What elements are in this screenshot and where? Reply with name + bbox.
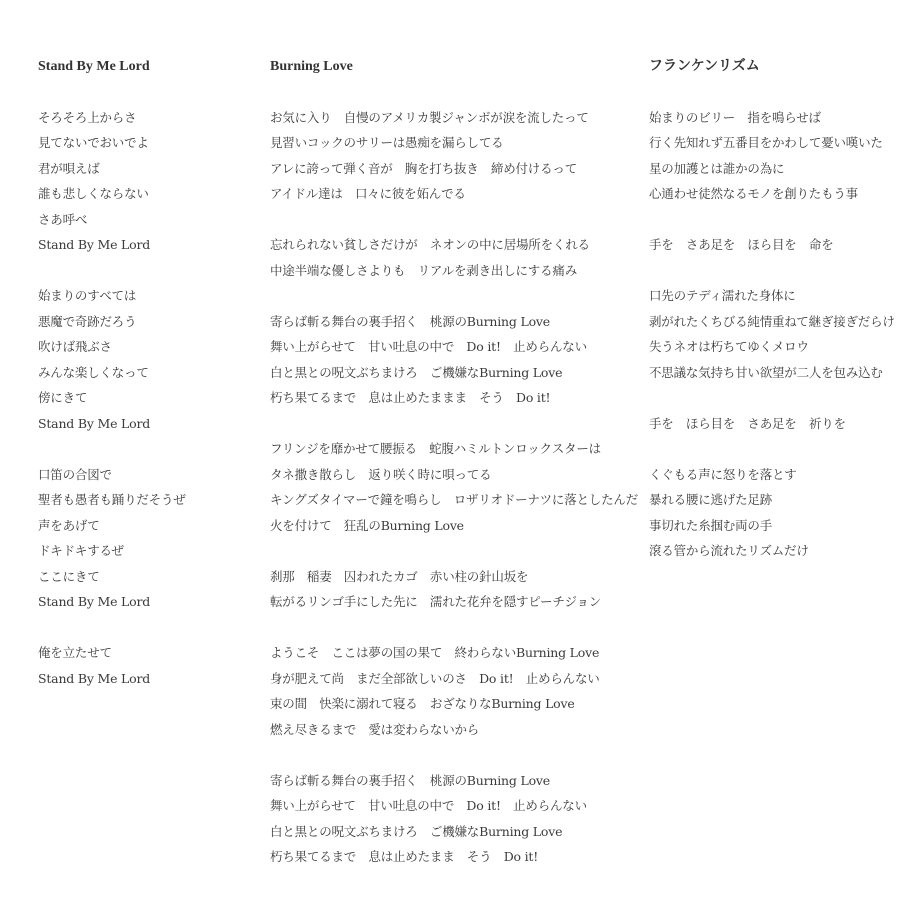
- lyric-stanza: [649, 462, 909, 564]
- lyric-stanza: [38, 283, 253, 436]
- lyric-line: 始まりのすべては: [38, 288, 137, 303]
- lyric-line: フリンジを靡かせて腰振る 蛇腹ハミルトンロックスターは: [270, 441, 601, 456]
- lyric-line: 剥がれたくちびる純情重ねて継ぎ接ぎだらけ: [649, 313, 895, 329]
- song-column-stand-by-me-lord: [38, 54, 253, 717]
- lyric-line: タネ撒き散らし 返り咲く時に唄ってる: [270, 466, 492, 482]
- lyric-line: 手を さあ足を ほら目を 命を: [649, 237, 834, 252]
- song-column-frankenrhythm: [649, 54, 909, 589]
- lyric-line: 心通わせ徒然なるモノを創りたもう事: [649, 186, 858, 201]
- lyric-line: 身が肥えて尚 まだ全部欲しいのさ Do it! 止めらんない: [270, 670, 600, 686]
- lyric-line: 暴れる腰に逃げた足跡: [649, 492, 773, 507]
- lyric-line: 失うネオは朽ちてゆくメロウ: [649, 339, 809, 354]
- lyric-line: 不思議な気持ち甘い欲望が二人を包み込む: [649, 364, 883, 380]
- lyric-line: 事切れた糸掴む両の手: [649, 517, 773, 533]
- lyric-line: 転がるリンゴ手にした先に 濡れた花弁を隠すピーチジョン: [270, 594, 602, 609]
- lyric-line: 束の間 快楽に溺れて寝る おざなりなBurning Love: [270, 696, 575, 711]
- lyric-stanza: [270, 309, 640, 411]
- lyric-stanza: [649, 105, 909, 207]
- lyric-line: 君が唄えば: [38, 160, 100, 176]
- song-column-burning-love: [270, 54, 640, 895]
- lyric-line: 白と黒との呪文ぶちまけろ ご機嫌なBurning Love: [270, 823, 563, 839]
- lyric-line: ここにきて: [38, 568, 100, 584]
- lyric-stanza: [270, 640, 640, 742]
- lyric-line: 声をあげて: [38, 517, 100, 533]
- lyric-line: 忘れられない貧しさだけが ネオンの中に居場所をくれる: [270, 237, 590, 252]
- lyric-line: みんな楽しくなって: [38, 364, 149, 380]
- lyric-stanza: [38, 105, 253, 258]
- lyric-line: 行く先知れず五番目をかわして憂い嘆いた: [649, 135, 883, 150]
- lyric-stanza: [38, 462, 253, 615]
- lyric-line: Stand By Me Lord: [38, 237, 151, 252]
- lyric-line: お気に入り 自慢のアメリカ製ジャンボが涙を流したって: [270, 109, 589, 125]
- lyric-line: 見てないでおいでよ: [38, 135, 149, 150]
- lyric-line: 星の加護とは誰かの為に: [649, 160, 785, 176]
- lyric-line: 俺を立たせて: [38, 645, 112, 660]
- lyric-stanza: [649, 232, 909, 258]
- lyric-line: 舞い上がらせて 甘い吐息の中で Do it! 止めらんない: [270, 339, 587, 354]
- lyric-line: アイドル達は 口々に彼を妬んでる: [270, 186, 466, 201]
- song-title: Stand By Me Lord: [38, 59, 150, 74]
- lyric-stanza: [649, 411, 909, 437]
- lyric-line: 舞い上がらせて 甘い吐息の中で Do it! 止めらんない: [270, 798, 587, 813]
- lyric-line: Stand By Me Lord: [38, 415, 151, 431]
- song-title: Burning Love: [270, 59, 353, 74]
- lyric-line: Stand By Me Lord: [38, 670, 151, 686]
- lyric-stanza: [649, 283, 909, 385]
- lyric-stanza: [270, 564, 640, 615]
- lyric-stanza: [270, 768, 640, 870]
- song-title: フランケンリズム: [649, 59, 760, 74]
- lyric-line: くぐもる声に怒りを落とす: [649, 466, 797, 482]
- lyric-stanza: [270, 232, 640, 283]
- lyric-line: 朽ち果てるまで 息は止めたまま そう Do it!: [270, 849, 539, 864]
- lyric-line: 朽ち果てるまで 息は止めたままま そう Do it!: [270, 390, 551, 405]
- lyric-line: キングズタイマーで鐘を鳴らし ロザリオドーナツに落としたんだ: [270, 492, 639, 507]
- lyric-line: ようこそ ここは夢の国の果て 終わらないBurning Love: [270, 645, 600, 660]
- lyric-line: 白と黒との呪文ぶちまけろ ご機嫌なBurning Love: [270, 364, 563, 380]
- lyric-line: 刹那 稲妻 囚われたカゴ 赤い柱の針山坂を: [270, 568, 529, 584]
- lyric-line: そろそろ上からさ: [38, 109, 137, 125]
- lyric-line: 燃え尽きるまで 愛は変わらないから: [270, 721, 480, 737]
- lyric-line: 中途半端な優しさよりも リアルを剥き出しにする痛み: [270, 262, 578, 278]
- lyric-line: 悪魔で奇跡だろう: [38, 313, 137, 329]
- lyric-line: 口先のテディ濡れた身体に: [649, 288, 796, 303]
- lyric-line: 傍にきて: [38, 390, 88, 405]
- lyric-line: 口笛の合図で: [38, 466, 112, 482]
- lyric-line: 始まりのビリー 指を鳴らせば: [649, 109, 821, 125]
- lyric-line: さあ呼べ: [38, 211, 88, 227]
- lyric-line: 聖者も愚者も踊りだそうぜ: [38, 492, 186, 507]
- lyric-line: 見習いコックのサリーは愚痴を漏らしてる: [270, 135, 504, 150]
- lyric-line: 火を付けて 狂乱のBurning Love: [270, 517, 464, 533]
- lyric-line: 吹けば飛ぶさ: [38, 339, 112, 354]
- lyric-stanza: [270, 436, 640, 538]
- lyric-line: ドキドキするぜ: [38, 543, 124, 558]
- lyric-line: 寄らば斬る舞台の裏手招く 桃源のBurning Love: [270, 313, 550, 329]
- lyric-stanza: [38, 640, 253, 691]
- lyric-stanza: [270, 105, 640, 207]
- lyric-line: 誰も悲しくならない: [38, 186, 149, 201]
- lyric-line: 滾る管から流れたリズムだけ: [649, 543, 809, 558]
- lyric-line: 寄らば斬る舞台の裏手招く 桃源のBurning Love: [270, 772, 550, 788]
- lyric-line: Stand By Me Lord: [38, 594, 151, 609]
- lyric-line: 手を ほら目を さあ足を 祈りを: [649, 415, 846, 431]
- lyric-line: アレに誇って弾く音が 胸を打ち抜き 締め付けるって: [270, 160, 578, 176]
